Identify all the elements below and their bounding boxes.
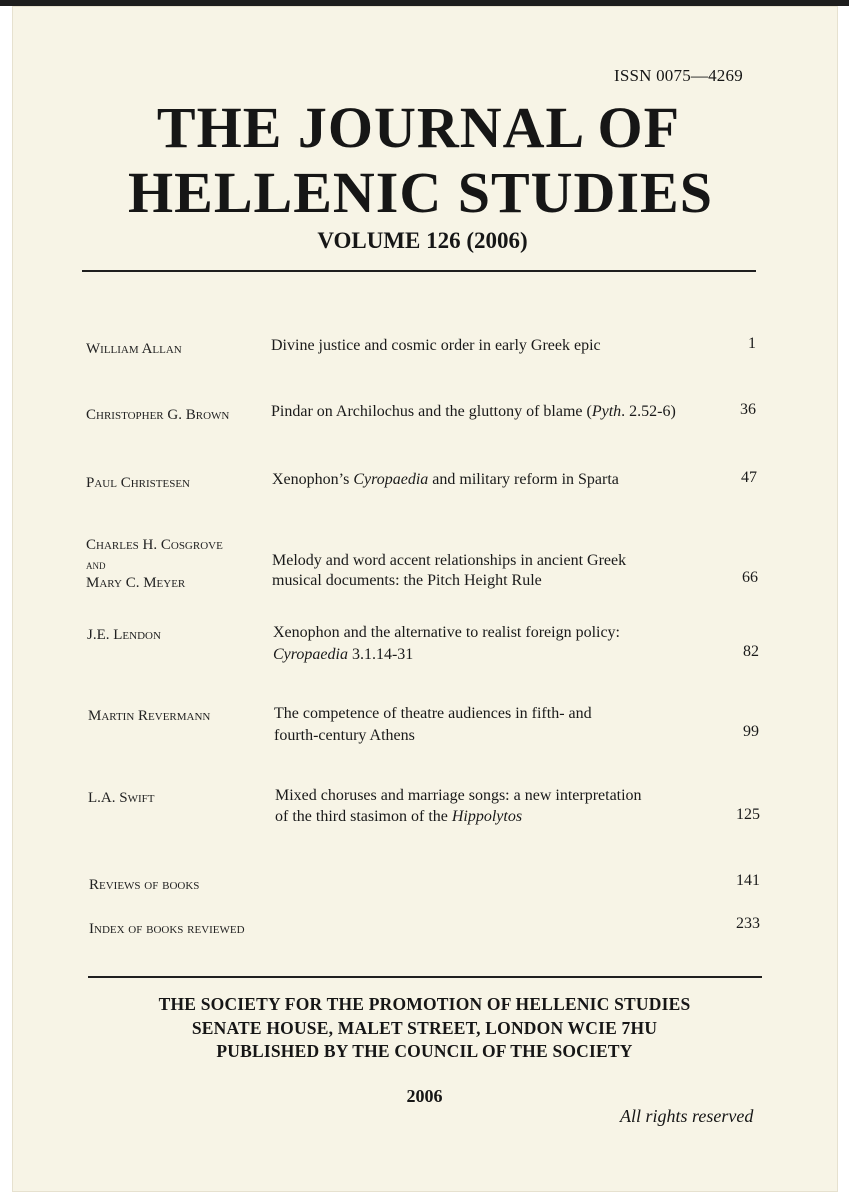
page-number-allan: 1 <box>748 335 756 352</box>
page-number-index: 233 <box>736 915 760 932</box>
publication-year: 2006 <box>406 1086 443 1106</box>
society-name: THE SOCIETY FOR THE PROMOTION OF HELLENIC STUDIES <box>158 994 691 1014</box>
journal-title-line-1: THE JOURNAL OF <box>156 95 681 160</box>
rights-notice: All rights reserved <box>620 1106 754 1126</box>
reviews-of-books-label: Reviews of books <box>89 877 200 893</box>
article-title-lendon-line-1: Xenophon and the alternative to realist foreign policy: <box>273 624 620 641</box>
page-number-reviews: 141 <box>736 872 760 889</box>
article-title-text: Divine justice and cosmic order in early Greek epic <box>271 337 601 354</box>
index-of-books-reviewed-label: Index of books reviewed <box>89 921 245 937</box>
author-revermann: Martin Revermann <box>88 708 211 724</box>
article-title-swift-line-2 <box>275 806 522 827</box>
article-title-text: and military reform in Sparta <box>428 471 619 488</box>
author-lendon: J.E. Lendon <box>87 627 161 643</box>
article-title-text: Pindar on Archilochus and the gluttony of blame ( <box>271 403 592 420</box>
author-meyer: Mary C. Meyer <box>86 575 186 591</box>
page-number-revermann: 99 <box>743 723 759 740</box>
article-title-italic: Pyth <box>591 403 622 420</box>
article-title-christesen <box>272 469 619 490</box>
article-title-italic: Cyropaedia <box>273 646 348 663</box>
author-cosgrove: Charles H. Cosgrove <box>86 537 223 553</box>
page-number-cosgrove: 66 <box>742 569 758 586</box>
journal-title-line-2: HELLENIC STUDIES <box>128 160 713 225</box>
article-title-text: 3.1.14-31 <box>347 646 414 663</box>
article-title-brown <box>271 401 676 422</box>
article-title-cosgrove-line-1: Melody and word accent relationships in ancient Greek <box>272 552 627 569</box>
society-address: SENATE HOUSE, MALET STREET, LONDON WCIE 7HU <box>191 1018 658 1038</box>
page-number-brown: 36 <box>740 401 756 418</box>
page-number-lendon: 82 <box>743 643 759 660</box>
article-title-lendon-line-2 <box>273 644 413 665</box>
article-title-text: of the third stasimon of the <box>275 808 452 825</box>
page-number-christesen: 47 <box>741 469 757 486</box>
bottom-divider <box>88 976 762 978</box>
article-title-italic: Hippolytos <box>451 808 523 825</box>
article-title-revermann-line-1: The competence of theatre audiences in fifth- and <box>274 705 592 722</box>
author-christesen: Paul Christesen <box>86 475 190 491</box>
top-divider <box>82 270 756 272</box>
article-title-cosgrove-line-2: musical documents: the Pitch Height Rule <box>272 572 542 589</box>
article-title-allan <box>271 335 601 356</box>
article-title-swift-line-1: Mixed choruses and marriage songs: a new interpretation <box>275 787 642 804</box>
author-swift: L.A. Swift <box>88 790 155 806</box>
issn-number: ISSN 0075—4269 <box>614 66 743 85</box>
page-number-swift: 125 <box>736 806 760 823</box>
author-brown: Christopher G. Brown <box>86 407 230 423</box>
author-conjunction: and <box>86 557 106 572</box>
article-title-revermann-line-2: fourth-century Athens <box>274 727 415 744</box>
article-title-text: . 2.52-6) <box>621 403 676 420</box>
author-allan: William Allan <box>86 341 182 357</box>
volume-label: VOLUME 126 (2006) <box>317 228 528 253</box>
publisher-line: PUBLISHED BY THE COUNCIL OF THE SOCIETY <box>216 1041 633 1061</box>
article-title-italic: Cyropaedia <box>353 471 429 488</box>
article-title-text: Xenophon’s <box>272 471 354 488</box>
